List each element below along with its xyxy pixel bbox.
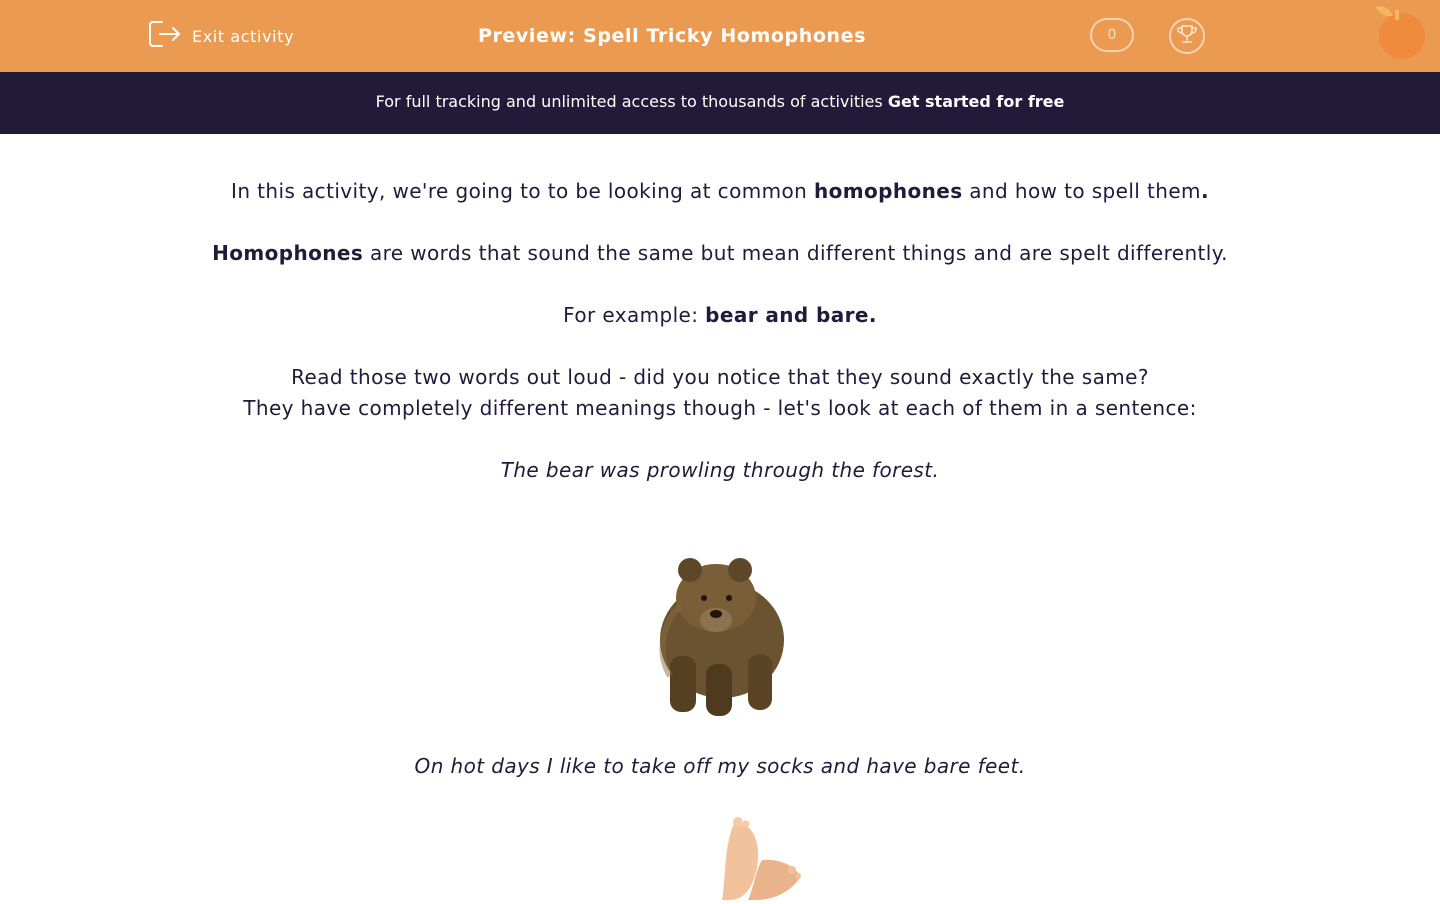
get-started-link[interactable]: Get started for free: [887, 92, 1065, 111]
banner-text: For full tracking and unlimited access to thousands of activities: [375, 92, 883, 111]
intro-text-end: and how to spell them: [969, 179, 1201, 203]
score-badge: 0: [1090, 18, 1134, 52]
bear-sentence: [0, 458, 1440, 482]
example-words: bear and bare.: [705, 303, 877, 327]
top-bar: [0, 0, 1440, 72]
intro-period: .: [1200, 179, 1209, 203]
promo-banner: [0, 72, 1440, 134]
meanings-line: They have completely different meanings though - let's look at each of them in a sentence:: [243, 396, 1197, 420]
intro-keyword: homophones: [813, 179, 963, 203]
bare-sentence-text: On hot days I like to take off my socks and have bare feet.: [414, 754, 1026, 778]
bear-image: [640, 536, 800, 722]
bare-feet-image: [700, 816, 810, 900]
read-aloud-line: Read those two words out loud - did you notice that they sound exactly the same?: [291, 365, 1149, 389]
example-paragraph: [0, 303, 1440, 327]
bare-sentence: [0, 754, 1440, 778]
example-label: For example:: [563, 303, 699, 327]
trophy-icon: [1176, 23, 1198, 49]
page-title: Preview: Spell Tricky Homophones: [477, 25, 867, 47]
orange-logo: [1372, 4, 1432, 62]
definition-text: are words that sound the same but mean different things and are spelt differently.: [369, 241, 1228, 265]
exit-activity-label: Exit activity: [192, 26, 295, 46]
trophy-button[interactable]: [1169, 18, 1205, 54]
bear-sentence-text: The bear was prowling through the forest.: [500, 458, 940, 482]
intro-text: In this activity, we're going to to be looking at common: [231, 179, 808, 203]
intro-paragraph: [0, 179, 1440, 203]
activity-content: [0, 134, 1440, 900]
definition-paragraph: [0, 241, 1440, 265]
definition-keyword: Homophones: [212, 241, 364, 265]
